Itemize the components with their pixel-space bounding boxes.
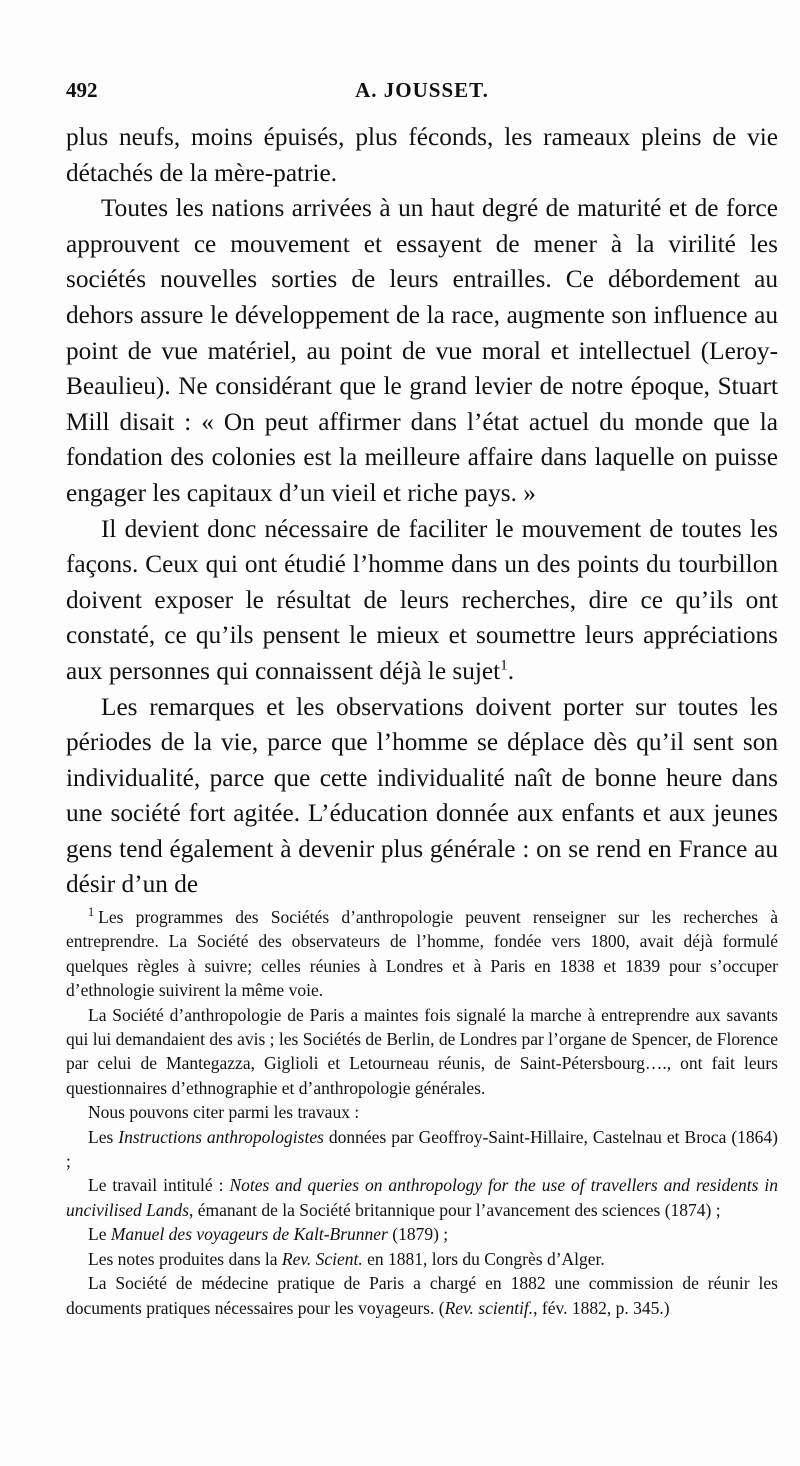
footnote-text: en 1881, lors du Congrès d’Alger.	[362, 1248, 605, 1269]
work-title: Rev. Scient.	[281, 1248, 363, 1269]
running-title: A. JOUSSET.	[355, 78, 489, 102]
paragraph	[66, 512, 778, 690]
footnote	[66, 1247, 778, 1271]
paragraph: Les remarques et les observations doivent porter sur toutes les périodes de la vie, parce que l’homme se déplace dès qu’il sent son individualité, parce que cette individualité naît de bonne heure dans une société fort agitée. L’éducation donnée aux enfants et aux jeunes gens tend également à devenir plus générale : on se rend en France au désir d’un de	[66, 692, 778, 899]
main-text	[66, 120, 778, 903]
page-header	[66, 78, 778, 108]
work-title: Manuel des voyageurs de Kalt-Brunner	[110, 1224, 388, 1245]
footnote-text: La Société de médecine pratique de Paris a chargé en 1882 une commission de réunir les documents pratiques nécessaires pour les voyageurs. (	[66, 1273, 778, 1318]
work-title: Notes and queries on anthropology for the use of travellers and residents in uncivilised Lands	[66, 1175, 778, 1220]
paragraph: plus neufs, moins épuisés, plus féconds, les rameaux pleins de vie détachés de la mère-patrie.	[66, 123, 778, 187]
footnotes	[66, 905, 778, 1320]
footnote-text: données par Geoffroy-Saint-Hillaire, Castelnau et Broca (1864) ;	[66, 1126, 778, 1172]
page-number: 492	[66, 78, 98, 102]
paragraph-text: Il devient donc nécessaire de faciliter le mouvement de toutes les façons. Ceux qui ont étudié l’homme dans un des points du tourbillon doivent exposer le résultat de leurs recherches, dire ce qu’ils ont constaté, ce qu’ils pensent le mieux et soumettre leurs appréciations aux personnes qui connaissent déjà le sujet	[66, 514, 778, 685]
work-title: Instructions anthropologistes	[118, 1126, 324, 1147]
work-title: Rev. scientif.	[444, 1297, 534, 1318]
footnote-text: Le	[88, 1224, 111, 1245]
footnote	[66, 905, 778, 1003]
footnote: Nous pouvons citer parmi les travaux :	[88, 1102, 360, 1123]
footnote-reference: 1	[500, 656, 508, 674]
footnote	[66, 1173, 778, 1222]
footnote-text: Les programmes des Sociétés d’anthropologie peuvent renseigner sur les recherches à entreprendre. La Société des observateurs de l’homme, fondée vers 1800, avait déjà formulé quelques règles à suivre; celles réunies à Londres et à Paris en 1838 et 1839 pour s’occuper d’ethnologie suivirent la même voie.	[66, 907, 778, 1001]
footnote-text: , fév. 1882, p. 345.)	[533, 1297, 670, 1318]
footnote	[66, 1125, 778, 1174]
footnote-text: (1879) ;	[387, 1224, 449, 1245]
paragraph: Toutes les nations arrivées à un haut degré de maturité et de force approuvent ce mouvement et essayent de mener à la virilité les sociétés nouvelles sorties de leurs entrailles. Ce débordement au dehors assure le développement de la race, augmente son influence au point de vue matériel, au point de vue moral et intellectuel (Leroy-Beaulieu). Ne considérant que le grand levier de notre époque, Stuart Mill disait : « On peut affirmer dans l’état actuel du monde que la fondation des colonies est la meilleure affaire dans laquelle on puisse engager les capitaux d’un vieil et riche pays. »	[66, 194, 778, 507]
footnote-text: , émanant de la Société britannique pour l’avancement des sciences (1874) ;	[188, 1199, 721, 1220]
footnote: La Société d’anthropologie de Paris a maintes fois signalé la marche à entreprendre aux savants qui lui demandaient des avis ; les Sociétés de Berlin, de Londres par l’organe de Spencer, de Florence par celui de Mantegazza, Giglioli et Letourneau réunis, de Saint-Pétersbourg…., ont fait leurs questionnaires d’ethnographie et d’anthropologie générales.	[66, 1004, 778, 1098]
paragraph-end: .	[507, 656, 515, 685]
footnote-text: Le travail intitulé :	[88, 1175, 230, 1196]
footnote	[66, 1271, 778, 1320]
footnote-mark: 1	[88, 905, 95, 920]
footnote-text: Les	[88, 1126, 119, 1147]
footnote-text: Les notes produites dans la	[88, 1248, 282, 1269]
footnote	[66, 1222, 778, 1246]
